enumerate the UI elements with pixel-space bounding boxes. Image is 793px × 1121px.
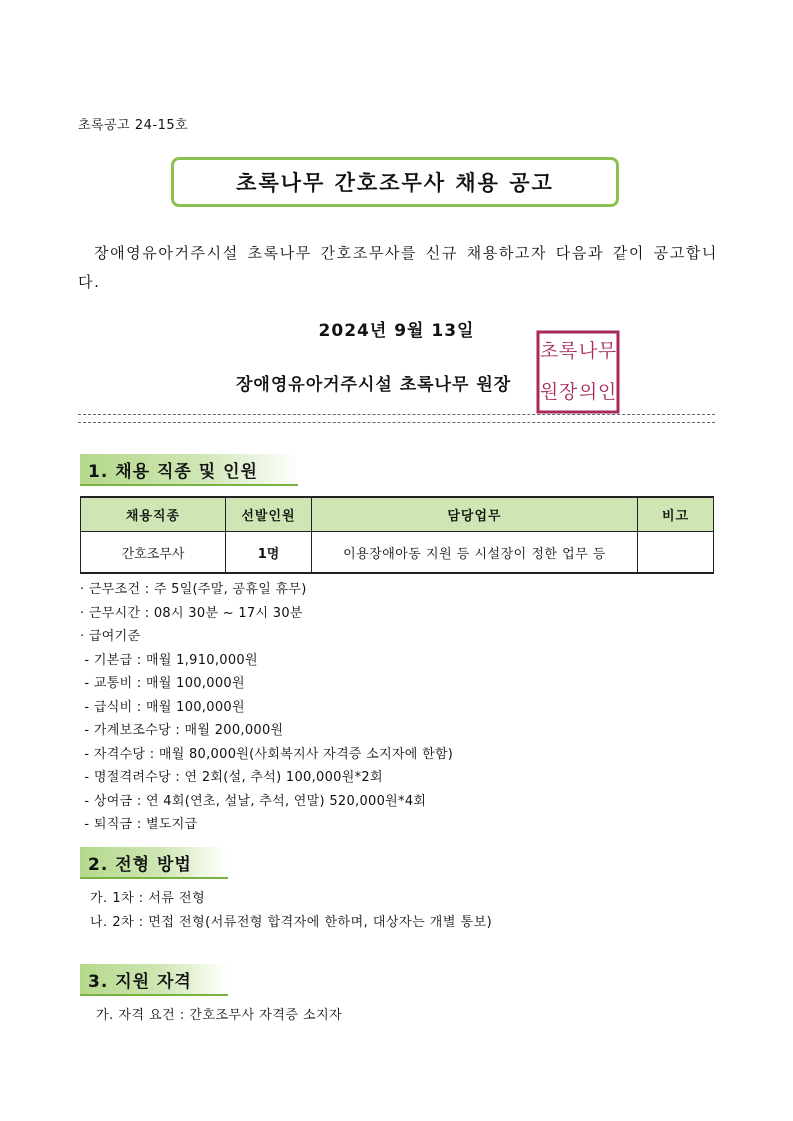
section-heading: 3. 지원 자격 [80,964,228,996]
section-heading: 2. 전형 방법 [80,847,228,879]
seal-char: 무 [597,340,617,362]
seal-char: 원 [539,381,559,403]
title-box [171,157,619,207]
list-item: · 근무시간 : 08시 30분 ~ 17시 30분 [80,605,303,621]
seal-char: 의 [578,381,598,403]
list-item: - 기본급 : 매월 1,910,000원 [80,652,258,668]
seal-char: 인 [597,381,617,403]
seal-char: 나 [578,340,598,362]
list-item: · 급여기준 [80,629,141,644]
list-item: - 상여금 : 연 4회(연초, 설날, 추석, 연말) 520,000원*4회 [80,793,427,809]
table-header: 비고 [638,497,714,532]
list-item: 가. 자격 요건 : 간호조무사 자격증 소지자 [96,1008,343,1023]
seal-char: 장 [558,381,578,403]
seal-char: 초 [539,340,559,362]
table-cell: 이용장애아동 지원 등 시설장이 정한 업무 등 [312,532,638,574]
jobs-table [80,496,714,574]
list-item: - 교통비 : 매월 100,000원 [80,676,245,691]
issuer-name: 장애영유아거주시설 초록나무 원장 [236,375,512,395]
list-item: - 급식비 : 매월 100,000원 [80,699,245,715]
list-item: - 자격수당 : 매월 80,000원(사회복지사 자격증 소지자에 한함) [80,746,454,762]
table-cell: 1명 [226,532,312,574]
seal-char: 록 [558,340,578,362]
section-heading: 1. 채용 직종 및 인원 [80,454,298,486]
official-seal [536,330,620,414]
list-item: - 가계보조수당 : 매월 200,000원 [80,723,284,738]
intro-paragraph: 장애영유아거주시설 초록나무 간호조무사를 신규 채용하고자 다음과 같이 공고합니다. [78,244,718,291]
list-item: · 근무조건 : 주 5일(주말, 공휴일 휴무) [80,582,307,597]
table-header: 선발인원 [226,497,312,532]
table-header: 담당업무 [312,497,638,532]
table-cell: 간호조무사 [81,532,226,574]
table-cell [638,532,714,574]
page-title: 초록나무 간호조무사 채용 공고 [236,171,554,195]
announcement-date: 2024년 9월 13일 [318,321,475,341]
divider-line [78,414,715,415]
divider-line [78,422,715,423]
list-item: 가. 1차 : 서류 전형 [90,891,206,906]
list-item: - 퇴직금 : 별도지급 [80,817,198,832]
table-row [81,532,714,574]
list-item: - 명절격려수당 : 연 2회(설, 추석) 100,000원*2회 [80,770,383,785]
work-conditions [80,578,453,837]
table-header: 채용직종 [81,497,226,532]
document-number: 초록공고 24-15호 [78,118,189,133]
list-item: 나. 2차 : 면접 전형(서류전형 합격자에 한하며, 대상자는 개별 통보) [90,915,493,930]
